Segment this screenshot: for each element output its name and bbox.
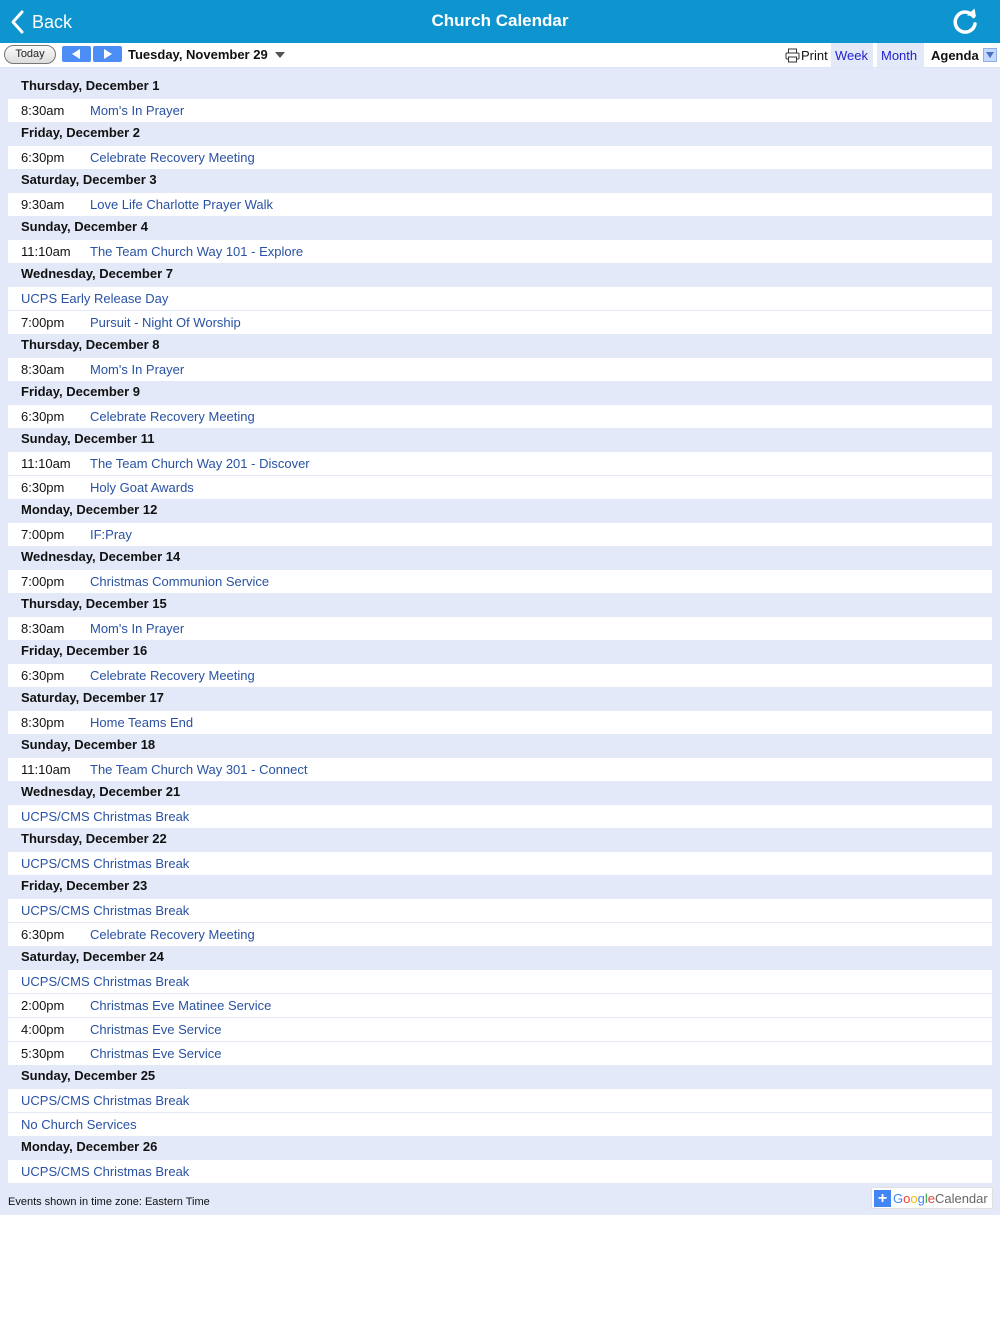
day-header: Wednesday, December 7 [8,263,992,286]
refresh-icon[interactable] [950,7,980,37]
day-header: Sunday, December 11 [8,428,992,451]
google-wordmark [893,1191,935,1206]
event-time: 2:00pm [21,998,65,1013]
event-row[interactable] [8,239,992,263]
event-row[interactable] [8,522,992,546]
tab-week[interactable]: Week [831,43,873,67]
event-row[interactable] [8,404,992,428]
day-header: Wednesday, December 21 [8,781,992,804]
arrow-right-icon [103,49,112,59]
event-time: 4:00pm [21,1022,65,1037]
chevron-down-icon [986,52,994,58]
day-header: Saturday, December 24 [8,946,992,969]
event-title-link[interactable]: Home Teams End [90,715,194,730]
event-title-link[interactable]: Love Life Charlotte Prayer Walk [90,197,274,212]
event-time: 7:00pm [21,315,65,330]
google-letter: o [903,1191,911,1206]
day-header: Thursday, December 8 [8,334,992,357]
day-header: Saturday, December 3 [8,169,992,192]
day-header: Thursday, December 15 [8,593,992,616]
day-header: Thursday, December 22 [8,828,992,851]
event-row[interactable] [8,898,992,922]
event-row[interactable] [8,616,992,640]
day-header: Friday, December 16 [8,640,992,663]
event-row[interactable] [8,569,992,593]
event-row[interactable] [8,1088,992,1112]
arrow-left-icon [72,49,81,59]
day-header: Sunday, December 4 [8,216,992,239]
event-title-link[interactable]: UCPS/CMS Christmas Break [21,974,190,989]
day-header: Friday, December 9 [8,381,992,404]
event-title-link[interactable]: Celebrate Recovery Meeting [90,927,255,942]
event-title-link[interactable]: The Team Church Way 301 - Connect [90,762,308,777]
event-title-link[interactable]: UCPS/CMS Christmas Break [21,1164,190,1179]
view-menu-button[interactable] [983,48,997,62]
event-time: 11:10am [21,244,71,259]
event-title-link[interactable]: No Church Services [21,1117,137,1132]
event-row[interactable] [8,98,992,122]
event-title-link[interactable]: Holy Goat Awards [90,480,194,495]
day-header: Wednesday, December 14 [8,546,992,569]
event-row[interactable] [8,1041,992,1065]
google-letter: G [893,1191,904,1206]
event-title-link[interactable]: UCPS/CMS Christmas Break [21,1093,190,1108]
event-title-link[interactable]: UCPS/CMS Christmas Break [21,809,190,824]
google-calendar-logo [893,1191,988,1206]
event-time: 8:30am [21,103,65,118]
back-label: Back [32,11,73,32]
day-header: Thursday, December 1 [8,75,992,98]
event-title-link[interactable]: Pursuit - Night Of Worship [90,315,241,330]
printer-icon [785,48,800,63]
event-title-link[interactable]: Celebrate Recovery Meeting [90,150,255,165]
event-row[interactable] [8,1017,992,1041]
timezone-note: Events shown in time zone: Eastern Time [8,1196,210,1208]
event-time: 6:30pm [21,480,65,495]
google-letter: l [924,1191,928,1206]
event-title-link[interactable]: UCPS/CMS Christmas Break [21,903,190,918]
event-row[interactable] [8,1159,992,1183]
event-title-link[interactable]: Christmas Communion Service [90,574,270,589]
gcal-word: Calendar [934,1191,988,1206]
day-header: Friday, December 2 [8,122,992,145]
day-header: Monday, December 12 [8,499,992,522]
event-time: 6:30pm [21,668,65,683]
event-time: 9:30am [21,197,65,212]
event-title-link[interactable]: Mom's In Prayer [90,103,185,118]
current-date-label: Tuesday, November 29 [128,47,268,62]
event-title-link[interactable]: UCPS Early Release Day [21,291,169,306]
day-header: Sunday, December 25 [8,1065,992,1088]
day-header: Saturday, December 17 [8,687,992,710]
day-header: Monday, December 26 [8,1136,992,1159]
event-time: 11:10am [21,762,71,777]
event-row[interactable] [8,757,992,781]
event-row[interactable] [8,969,992,993]
event-row[interactable] [8,310,992,334]
tab-month[interactable]: Month [877,43,924,67]
google-calendar-button[interactable] [871,1187,993,1209]
event-row[interactable] [8,475,992,499]
event-row[interactable] [8,804,992,828]
google-letter: e [927,1191,935,1206]
event-time: 6:30pm [21,409,65,424]
event-title-link[interactable]: Christmas Eve Matinee Service [90,998,272,1013]
back-button[interactable] [8,6,72,38]
event-title-link[interactable]: Mom's In Prayer [90,362,185,377]
agenda-list[interactable] [8,75,992,1183]
event-row[interactable] [8,993,992,1017]
event-time: 7:00pm [21,527,65,542]
event-row[interactable] [8,451,992,475]
event-time: 11:10am [21,456,71,471]
google-letter: o [910,1191,918,1206]
day-header: Friday, December 23 [8,875,992,898]
event-time: 8:30am [21,621,65,636]
page-title: Church Calendar [431,11,569,30]
event-time: 8:30am [21,362,65,377]
event-row[interactable] [8,851,992,875]
event-row[interactable] [8,145,992,169]
event-time: 6:30pm [21,927,65,942]
event-title-link[interactable]: IF:Pray [90,527,132,542]
event-title-link[interactable]: Mom's In Prayer [90,621,185,636]
chevron-left-icon [8,9,28,35]
event-time: 6:30pm [21,150,65,165]
previous-button[interactable] [62,46,91,62]
event-title-link[interactable]: Celebrate Recovery Meeting [90,668,255,683]
event-row[interactable] [8,192,992,216]
event-title-link[interactable]: The Team Church Way 201 - Discover [90,456,310,471]
today-button[interactable]: Today [4,45,56,64]
plus-icon: + [874,1190,891,1207]
event-row[interactable] [8,922,992,946]
event-row[interactable] [8,286,992,310]
event-title-link[interactable]: Christmas Eve Service [90,1022,222,1037]
event-time: 8:30pm [21,715,65,730]
agenda-container [0,68,1000,1185]
event-time: 5:30pm [21,1046,65,1061]
nav-bar [0,0,1000,43]
next-button[interactable] [93,46,122,62]
event-title-link[interactable]: Christmas Eve Service [90,1046,222,1061]
event-title-link[interactable]: Celebrate Recovery Meeting [90,409,255,424]
google-letter: g [917,1191,925,1206]
calendar-toolbar [0,43,1000,68]
event-time: 7:00pm [21,574,65,589]
chevron-down-icon[interactable] [274,51,286,59]
event-row[interactable] [8,663,992,687]
event-row[interactable] [8,357,992,381]
event-row[interactable] [8,1112,992,1136]
event-row[interactable] [8,710,992,734]
calendar-footer [0,1185,1000,1215]
tab-agenda[interactable]: Agenda [927,43,979,67]
event-title-link[interactable]: The Team Church Way 101 - Explore [90,244,304,259]
day-header: Sunday, December 18 [8,734,992,757]
event-title-link[interactable]: UCPS/CMS Christmas Break [21,856,190,871]
print-button[interactable] [785,46,828,64]
print-label: Print [801,47,828,63]
